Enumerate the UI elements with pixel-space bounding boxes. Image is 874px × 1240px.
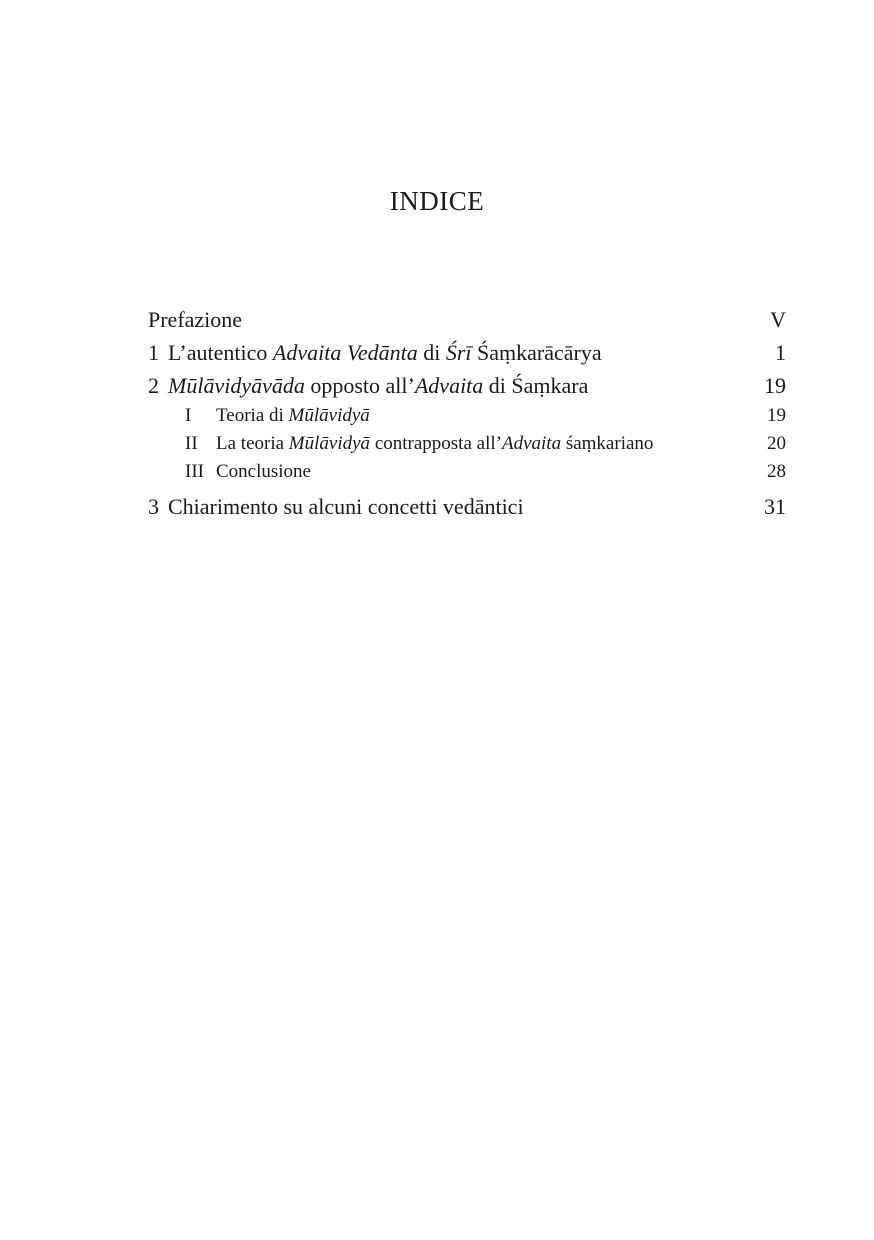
toc-entry-chapter-2[interactable] [148,369,786,402]
toc-entry-title [168,369,756,402]
toc-entry-number: II [185,433,198,454]
toc-entry-title-part: Advaita [414,373,484,398]
toc-entry-page: 19 [767,405,786,426]
toc-entry-page: V [770,307,786,332]
toc-entry-title-part: Advaita Vedānta [272,340,418,365]
toc-entry-title [216,402,756,430]
toc-entry-title-part: śaṃkariano [561,433,654,454]
toc-entry-title-part: Mūlāvidyā [288,405,370,426]
toc-entry-number: 3 [148,494,159,519]
toc-entry-title-part: contrapposta all’ [370,433,502,454]
toc-entry-page: 31 [764,494,786,519]
toc-entry-prefazione[interactable] [148,303,786,336]
toc-entry-title-part: Teoria di [216,405,289,426]
toc-entry-title-part: Chiarimento su alcuni concetti vedāntici [168,494,524,519]
toc-entry-title-part: di [417,340,446,365]
toc-entry-title [216,430,756,458]
toc-entry-title [216,458,756,486]
toc-entry-number: III [185,461,204,482]
toc-entry-title-part: Mūlāvidyā [288,433,371,454]
toc-entry-page: 28 [767,461,786,482]
toc-entry-title-part: Śaṃkarācārya [471,340,602,365]
toc-entry-title-part: di Śaṃkara [483,373,589,398]
toc-entry-page: 19 [764,373,786,398]
toc-entry-title-part: Śrī [445,340,472,365]
toc-entry-chapter-3[interactable] [148,490,786,523]
toc-entry-title-part: L’autentico [168,340,273,365]
toc-entry-title-part: La teoria [216,433,289,454]
page-title: INDICE [389,186,485,216]
toc-entry-title-part: Conclusione [216,461,311,482]
table-of-contents [148,303,786,523]
toc-entry-title-part: Mūlāvidyāvāda [168,373,305,398]
toc-entry-title [148,303,756,336]
toc-entry-title-part: opposto all’ [304,373,415,398]
toc-entry-chapter-1[interactable] [148,336,786,369]
toc-entry-number: 1 [148,340,159,365]
toc-entry-page: 20 [767,433,786,454]
toc-entry-number: 2 [148,373,159,398]
toc-entry-section-2-I[interactable] [148,402,786,430]
toc-entry-title [168,490,756,523]
toc-entry-section-2-II[interactable] [148,430,786,458]
toc-entry-number: I [185,405,192,426]
toc-entry-title [168,336,756,369]
toc-entry-page: 1 [775,340,786,365]
toc-entry-title-part: Prefazione [148,307,243,332]
toc-entry-title-part: Advaita [501,433,562,454]
toc-entry-section-2-III[interactable] [148,458,786,486]
